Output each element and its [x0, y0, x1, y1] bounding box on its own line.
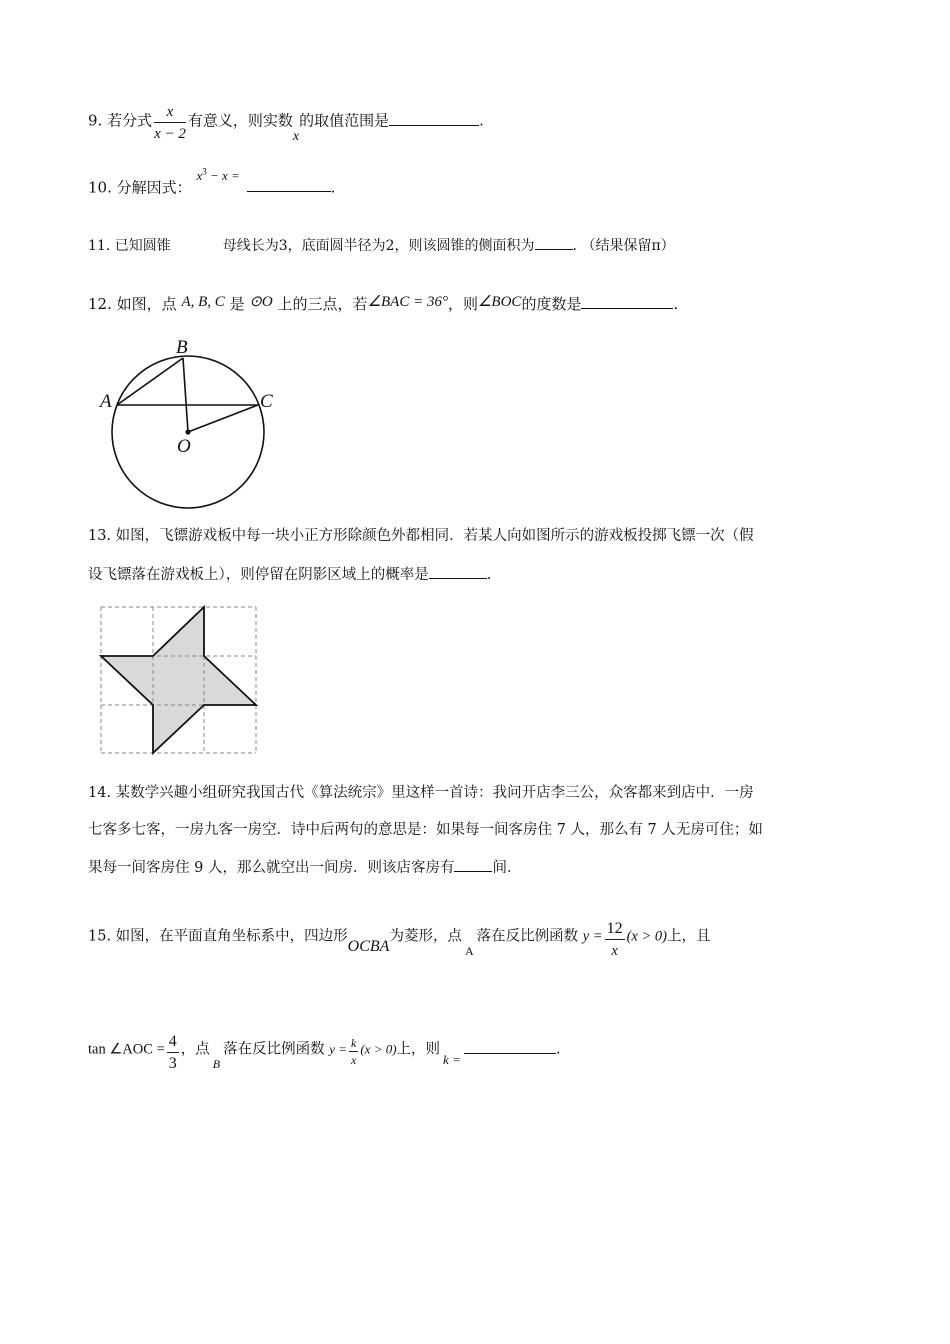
question-number: 13. [88, 528, 112, 544]
shape-name: OCBA [347, 937, 390, 955]
answer-blank[interactable] [464, 1039, 556, 1054]
answer-blank[interactable] [581, 294, 673, 309]
question-13-line-1: 13. 如图，飞镖游戏板中每一块小正方形除颜色外都相同．若某人向如图所示的游戏板投掷飞镖一次（假 [88, 528, 754, 544]
point-B: B [212, 1056, 221, 1071]
answer-blank[interactable] [247, 177, 331, 192]
question-11: 11. 已知圆锥 母线长为3，底面圆半径为2，则该圆锥的侧面积为 . （结果保留π） [88, 235, 675, 256]
variable: x [292, 128, 300, 144]
label-A: A [100, 391, 112, 412]
question-number: 11. [88, 238, 111, 254]
point-A: A [464, 943, 474, 958]
question-number: 12. [88, 295, 112, 313]
question-number: 10. [88, 178, 112, 197]
answer-blank[interactable] [454, 857, 492, 872]
question-number: 14. [88, 785, 112, 801]
question-12: 12. 如图，点 A, B, C 是 ⊙O 上的三点，若∠BAC = 36°，则∠BOC的度数是 . [88, 294, 679, 313]
dartboard-figure [95, 600, 265, 760]
circle-figure [95, 335, 285, 515]
fraction: $\frac{x}{x - 2}$ [154, 104, 186, 142]
question-9: 9. 若分式 $\frac{x}{x - 2}$ 有意义，则实数x的取值范围是 . [88, 104, 484, 144]
expression: $x^3 - x$ = [196, 167, 240, 184]
answer-blank[interactable] [429, 564, 487, 579]
question-14-line-1: 14. 某数学兴趣小组研究我国古代《算法统宗》里这样一首诗：我问开店李三公，众客都来到店中．一房 [88, 785, 754, 801]
fraction: $\frac{4}{3}$ [168, 1033, 177, 1072]
question-13-line-2: 设飞镖落在游戏板上），则停留在阴影区域上的概率是 . [88, 564, 491, 585]
question-14-line-2: 七客多七客，一房九客一房空．诗中后两句的意思是：如果每一间客房住 7 人，那么有 7 人无房可住；如 [88, 822, 763, 838]
label-O: O [177, 436, 191, 457]
fraction: $\frac{k}{x}$ [351, 1036, 357, 1067]
note: （结果保留π） [581, 238, 675, 254]
answer-blank[interactable] [535, 235, 573, 250]
label-B: B [176, 337, 188, 358]
question-number: 15. [88, 928, 112, 945]
label-C: C [260, 391, 273, 412]
question-10: 10. 分解因式： $x^3 - x$ = . [88, 167, 336, 197]
answer-blank[interactable] [389, 111, 479, 126]
question-15-line-2: tan ∠AOC = $\frac{4}{3}$ ，点$_B$落在反比例函数 y = $\frac{k}{x}$ (x > 0)上，则k =. [88, 1028, 560, 1071]
question-15-line-1: 15. 如图，在平面直角坐标系中，四边形OCBA为菱形，点$_A$落在反比例函数 y = $\frac{12}{x}$ (x > 0)上，且 [88, 915, 710, 958]
fraction: $\frac{12}{x}$ [606, 920, 623, 959]
question-14-line-3: 果每一间客房住 9 人，那么就空出一间房．则该店客房有 间． [88, 857, 521, 878]
k-equals: k = [443, 1051, 461, 1067]
question-number: 9. [88, 111, 103, 130]
